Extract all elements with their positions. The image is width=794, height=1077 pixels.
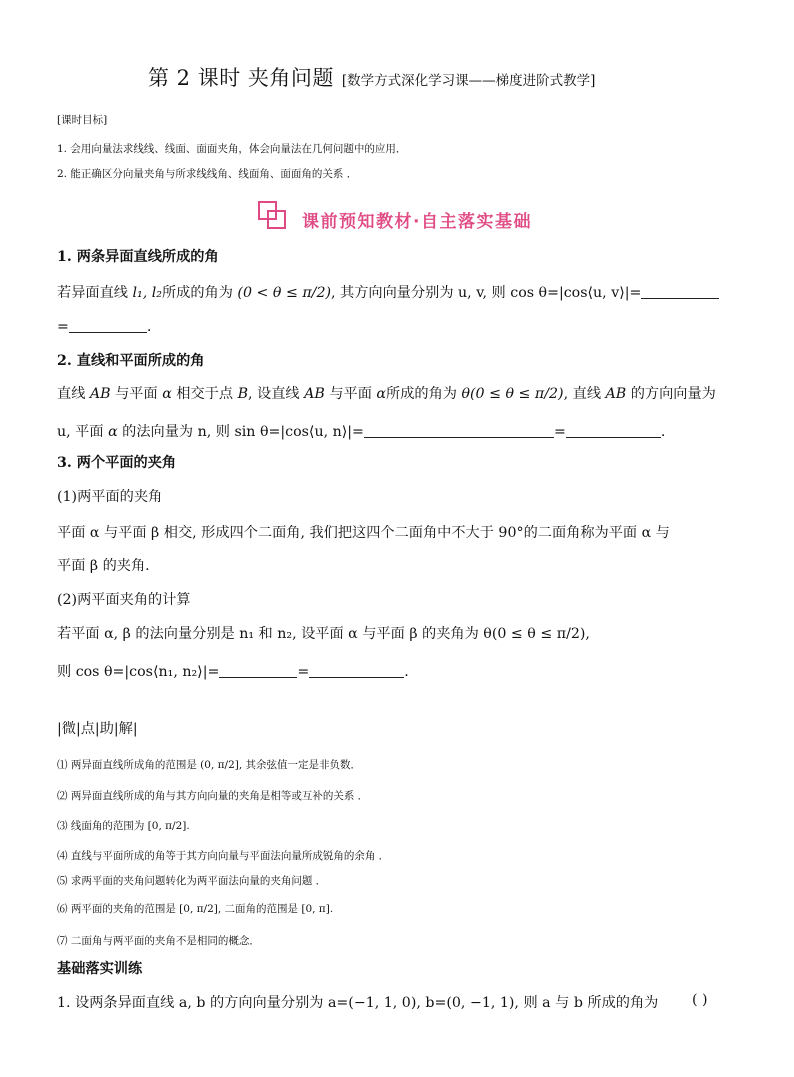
squares-icon (257, 200, 293, 234)
notes-header: |微|点|助|解| (57, 721, 138, 737)
note-item-1: ⑴ 两异面直线所成角的范围是 (0, π/2], 其余弦值一定是非负数． (57, 759, 362, 771)
practice-question-1: 1. 设两条异面直线 a, b 的方向向量分别为 a=(−1, 1, 0), b=(0, −1, 1), 则 a 与 b 所成的角为 (57, 995, 659, 1011)
blank-1[interactable] (641, 284, 719, 299)
section3-sub2: (2)两平面夹角的计算 (57, 592, 191, 608)
title-tag: [数学方式深化学习课——梯度进阶式教学] (341, 73, 596, 89)
section3-p2-line1: 若平面 α, β 的法向量分别是 n₁ 和 n₂, 设平面 α 与平面 β 的夹角为 θ(0 ≤ θ ≤ π/2), (57, 626, 590, 642)
title-main: 第 2 课时 夹角问题 (148, 66, 334, 90)
section-banner (257, 200, 532, 238)
banner-label: 课前预知教材·自主落实基础 (302, 212, 532, 232)
section1-heading: 1. 两条异面直线所成的角 (57, 249, 219, 265)
section3-p1-line1: 平面 α 与平面 β 相交, 形成四个二面角, 我们把这四个二面角中不大于 90°的二面角称为平面 α 与 (57, 525, 670, 541)
blank-4[interactable] (566, 423, 661, 438)
section2-line2: u, 平面 α 的法向量为 n, 则 sin θ=|cos⟨u, n⟩|= = . (57, 424, 666, 440)
section3-p1-line2: 平面 β 的夹角. (57, 558, 150, 574)
note-item-4: ⑷ 直线与平面所成的角等于其方向向量与平面法向量所成锐角的余角 ． (57, 850, 390, 862)
note-item-2: ⑵ 两异面直线所成的角与其方向向量的夹角是相等或互补的关系 ． (57, 790, 369, 802)
note-item-7: ⑺ 二面角与两平面的夹角不是相同的概念． (57, 935, 260, 947)
note-item-6: ⑹ 两平面的夹角的范围是 [0, π/2], 二面角的范围是 [0, π]. (57, 903, 334, 915)
blank-2[interactable] (69, 318, 147, 333)
answer-paren[interactable]: ( ) (692, 992, 708, 1008)
section2-heading: 2. 直线和平面所成的角 (57, 353, 205, 369)
objective-item-1: 1. 会用向量法求线线、线面、面面夹角，体会向量法在几何问题中的应用． (57, 143, 407, 155)
section3-sub1: (1)两平面的夹角 (57, 489, 163, 505)
section3-p2-line2: 则 cos θ=|cos⟨n₁, n₂⟩|= = . (57, 664, 409, 680)
objectives-header: [课时目标] (57, 114, 108, 126)
practice-header: 基础落实训练 (57, 961, 143, 977)
blank-5[interactable] (219, 663, 297, 678)
blank-3[interactable] (364, 423, 554, 438)
note-item-3: ⑶ 线面角的范围为 [0, π/2]. (57, 820, 190, 832)
note-item-5: ⑸ 求两平面的夹角问题转化为两平面法向量的夹角问题 ． (57, 875, 327, 887)
section1-line1: 若异面直线 l₁, l₂所成的角为 (0 < θ ≤ π/2), 其方向向量分别为 u, v, 则 cos θ=|cos⟨u, v⟩|= (57, 282, 719, 302)
section2-line1: 直线 AB 与平面 α 相交于点 B, 设直线 AB 与平面 α所成的角为 θ(0 ≤ θ ≤ π/2), 直线 AB 的方向向量为 (57, 386, 716, 402)
objective-item-2: 2. 能正确区分向量夹角与所求线线角、线面角、面面角的关系 ． (57, 168, 358, 180)
blank-6[interactable] (309, 663, 404, 678)
page-title (148, 62, 595, 92)
section3-heading: 3. 两个平面的夹角 (57, 455, 177, 471)
section1-line2: = . (57, 319, 152, 335)
